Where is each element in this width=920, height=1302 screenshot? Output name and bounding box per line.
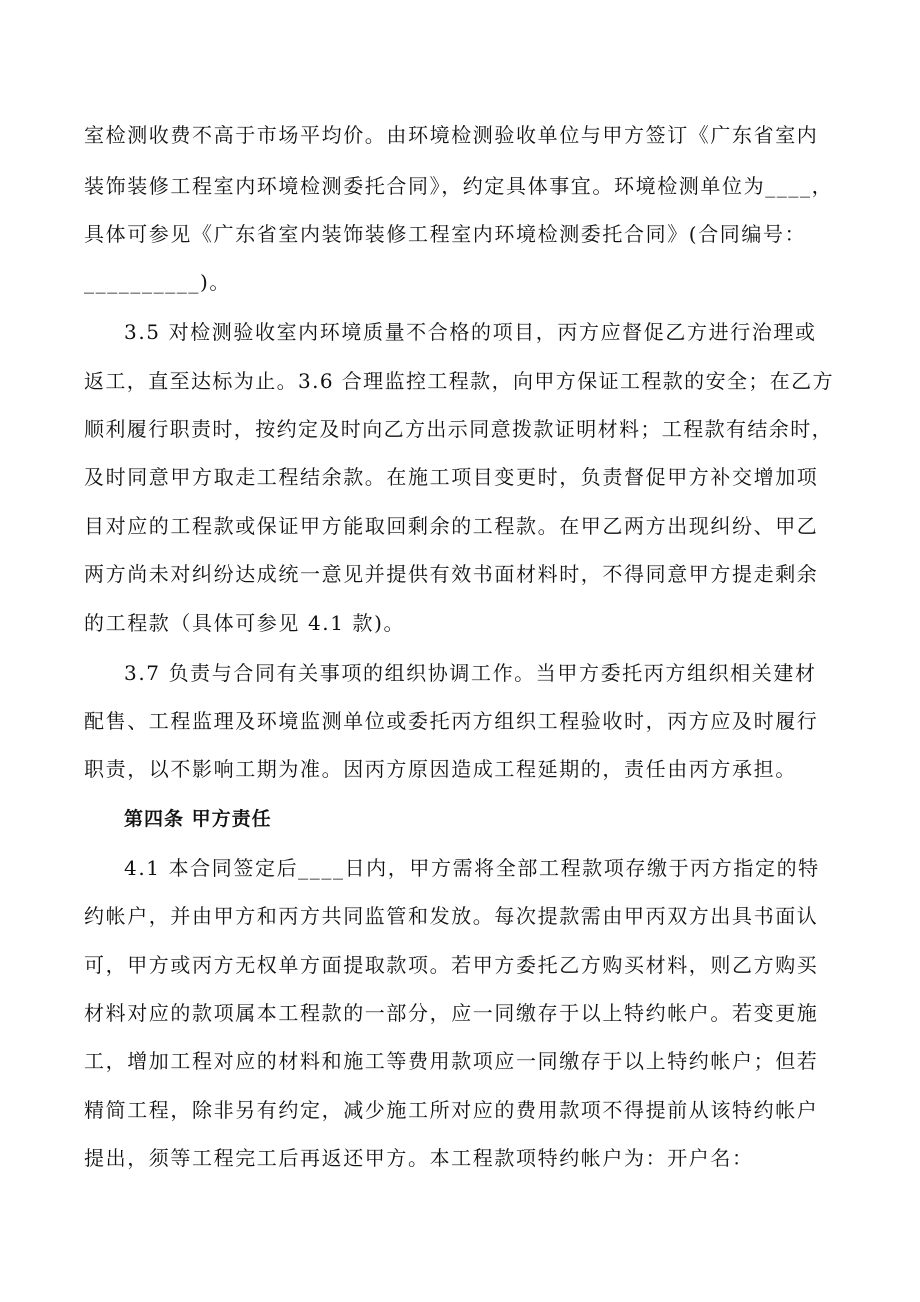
text-line: 4.1 本合同签定后____日内，甲方需将全部工程款项存缴于丙方指定的特 — [124, 856, 820, 880]
text-line: 提出，须等工程完工后再返还甲方。本工程款项特约帐户为：开户名： — [84, 1146, 754, 1170]
text-line: 两方尚未对纠纷达成统一意见并提供有效书面材料时，不得同意甲方提走剩余 — [84, 562, 819, 586]
text-line: 目对应的工程款或保证甲方能取回剩余的工程款。在甲乙两方出现纠纷、甲乙 — [84, 514, 819, 538]
section-heading: 第四条 甲方责任 — [124, 808, 272, 830]
text-line: 工，增加工程对应的材料和施工等费用款项应一同缴存于以上特约帐户；但若 — [84, 1049, 819, 1073]
text-line: 3.5 对检测验收室内环境质量不合格的项目，丙方应督促乙方进行治理或 — [124, 320, 817, 344]
text-line: 及时同意甲方取走工程结余款。在施工项目变更时，负责督促甲方补交增加项 — [84, 465, 819, 489]
text-line: __________)。 — [84, 270, 232, 294]
text-line: 精简工程，除非另有约定，减少施工所对应的费用款项不得提前从该特约帐户 — [84, 1098, 819, 1122]
text-line: 的工程款（具体可参见 4.1 款)。 — [84, 611, 406, 635]
text-line: 材料对应的款项属本工程款的一部分，应一同缴存于以上特约帐户。若变更施 — [84, 1001, 819, 1025]
text-line: 约帐户，并由甲方和丙方共同监管和发放。每次提款需由甲丙双方出具书面认 — [84, 904, 819, 928]
text-line: 配售、工程监理及环境监测单位或委托丙方组织工程验收时，丙方应及时履行 — [84, 709, 819, 733]
text-line: 职责，以不影响工期为准。因丙方原因造成工程延期的，责任由丙方承担。 — [84, 757, 797, 781]
text-line: 装饰装修工程室内环境检测委托合同》，约定具体事宜。环境检测单位为____， — [84, 174, 834, 198]
text-line: 具体可参见《广东省室内装饰装修工程室内环境检测委托合同》(合同编号： — [84, 222, 807, 246]
text-line: 返工，直至达标为止。3.6 合理监控工程款，向甲方保证工程款的安全；在乙方 — [84, 369, 834, 393]
text-line: 3.7 负责与合同有关事项的组织协调工作。当甲方委托丙方组织相关建材 — [124, 661, 817, 685]
text-line: 可，甲方或丙方无权单方面提取款项。若甲方委托乙方购买材料，则乙方购买 — [84, 953, 819, 977]
text-line: 顺利履行职责时，按约定及时向乙方出示同意拨款证明材料；工程款有结余时， — [84, 417, 833, 441]
text-line: 室检测收费不高于市场平均价。由环境检测验收单位与甲方签订《广东省室内 — [84, 123, 819, 147]
